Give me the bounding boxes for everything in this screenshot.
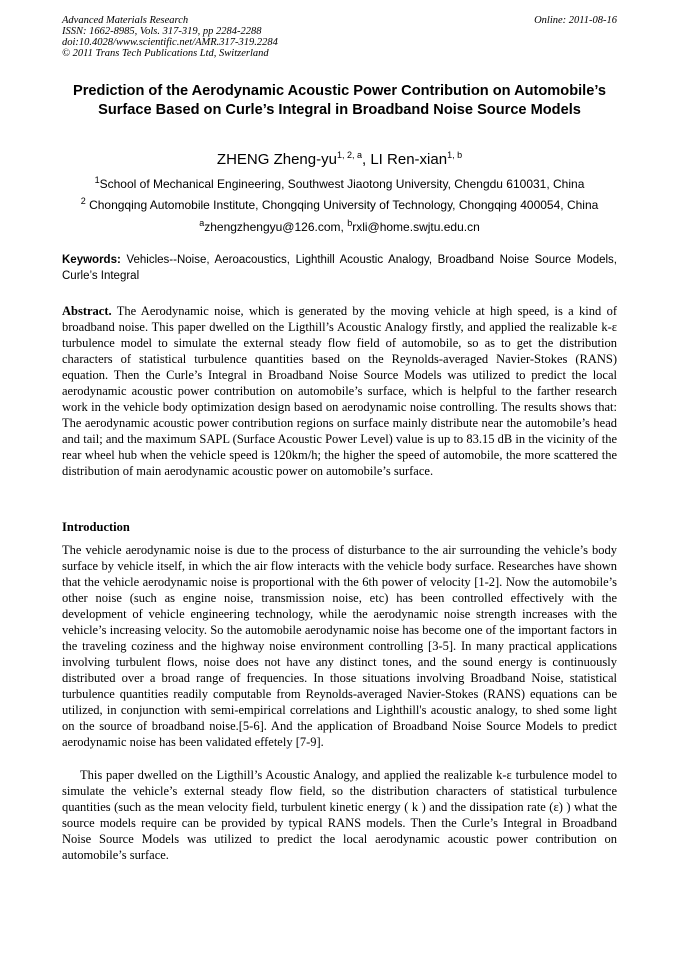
abstract-label: Abstract. — [62, 304, 112, 318]
section-heading-introduction: Introduction — [62, 520, 130, 534]
affiliation-text: School of Mechanical Engineering, Southwest Jiaotong University, Chengdu 610031, China — [99, 177, 585, 191]
affiliation-superscript: 1 — [94, 175, 100, 185]
author-name: LI Ren-xian — [370, 151, 448, 168]
author-superscript: 1, b — [447, 150, 463, 160]
email-address: rxli@home.swjtu.edu.cn — [352, 220, 480, 234]
author-separator: , — [362, 151, 371, 168]
email-superscript: a — [199, 218, 205, 228]
affiliation-superscript: 2 — [80, 196, 86, 206]
email-line — [62, 220, 617, 235]
abstract-text: The Aerodynamic noise, which is generated by the moving vehicle at high speed, is a kind of broadband noise. This paper dwelled on the Ligthill’s Acoustic Analogy firstly, and applied the realizable k-ε turbulence model to simulate the external steady flow field of automobile, so as to get the distribution characters of statistical turbulence quantities based on the Reynolds-averaged Navier-Stokes (RANS) equation. Then the Curle’s Integral in Broadband Noise Source Models was utilized to predict the local aerodynamic acoustic power contribution on automobile’s surface, which is helpful to the farther research work in the vehicle body optimization design based on aerodynamic noise controlling. The results shows that: The aerodynamic acoustic power contribution regions on surface mainly distribute near the automobile’s head and tail; and the maximum SAPL (Surface Acoustic Power Level) value is up to 83.15 dB in the vicinity of the rear wheel hub when the vehicle speed is 120km/h; the higher the speed of automobile, the more scattered the distribution of main aerodynamic acoustic power on automobile’s surface. — [62, 304, 617, 478]
affiliation-text: Chongqing Automobile Institute, Chongqing University of Technology, Chongqing 400054, China — [89, 198, 599, 212]
email-superscript: b — [347, 218, 353, 228]
online-date: Online: 2011-08-16 — [534, 15, 617, 26]
affiliation-2 — [62, 198, 617, 213]
journal-name: Advanced Materials Research — [62, 15, 189, 26]
author-superscript: 1, 2, a — [336, 150, 362, 160]
copyright-line: © 2011 Trans Tech Publications Ltd, Switzerland — [62, 48, 269, 59]
abstract — [62, 303, 617, 479]
issn-line: ISSN: 1662-8985, Vols. 317-319, pp 2284-2288 — [62, 26, 262, 37]
email-address: zhengzhengyu@126.com, — [204, 220, 348, 234]
paper-title: Prediction of the Aerodynamic Acoustic Power Contribution on Automobile’s Surface Based on Curle’s Integral in Broadband Noise Source Models — [73, 83, 606, 118]
keywords — [62, 253, 617, 284]
introduction-paragraph-2: This paper dwelled on the Ligthill’s Acoustic Analogy, and applied the realizable k-ε turbulence model to simulate the vehicle’s external steady flow field, so the distribution characters of statistical turbulence quantities (such as the mean velocity field, turbulent kinetic energy ( k ) and the dissipation rate (ε) ) what the source models require can be provided by typical RANS models. Then the Curle’s Integral in Broadband Noise Source Models was utilized to predict the local aerodynamic acoustic power contribution on automobile’s surface. — [62, 768, 617, 862]
introduction-paragraph-1: The vehicle aerodynamic noise is due to the process of disturbance to the air surrounding the vehicle’s body surface by vehicle itself, in which the air flow interacts with the vehicle body surface. Researches have shown that the vehicle aerodynamic noise is proportional with the 6th power of velocity [1-2]. Now the automobile’s other noise (such as engine noise, transmission noise, etc) has been controlled effectively with the development of vehicle engineering technology, while the aerodynamic noise strength increases with the vehicle’s increasing velocity. So the automobile aerodynamic noise has become one of the important factors in the traveling coziness and the highway noise environment controlling [3-5]. In many practical applications involving turbulent flows, noise does not have any distinct tones, and the sound energy is continuously distributed over a broad range of frequencies. In those situations involving Broadband Noise, statistical turbulence quantities readily computable from Reynolds-averaged Navier-Stokes (RANS) equations can be utilized, in conjunction with semi-empirical correlations and Lighthill's acoustic analogy, to shed some light on the source of broadband noise.[5-6]. And the application of Broadband Noise Source Models to predict aerodynamic noise has been validated effetely [7-9]. — [62, 543, 617, 749]
keywords-text: Vehicles--Noise, Aeroacoustics, Lighthill Acoustic Analogy, Broadband Noise Source Models, Curle’s Integral — [62, 254, 617, 282]
author-line — [62, 150, 617, 170]
doi-line: doi:10.4028/www.scientific.net/AMR.317-319.2284 — [62, 37, 278, 48]
affiliation-1 — [62, 177, 617, 192]
keywords-label: Keywords: — [62, 254, 121, 266]
author-name: ZHENG Zheng-yu — [216, 151, 337, 168]
journal-header — [62, 15, 617, 59]
